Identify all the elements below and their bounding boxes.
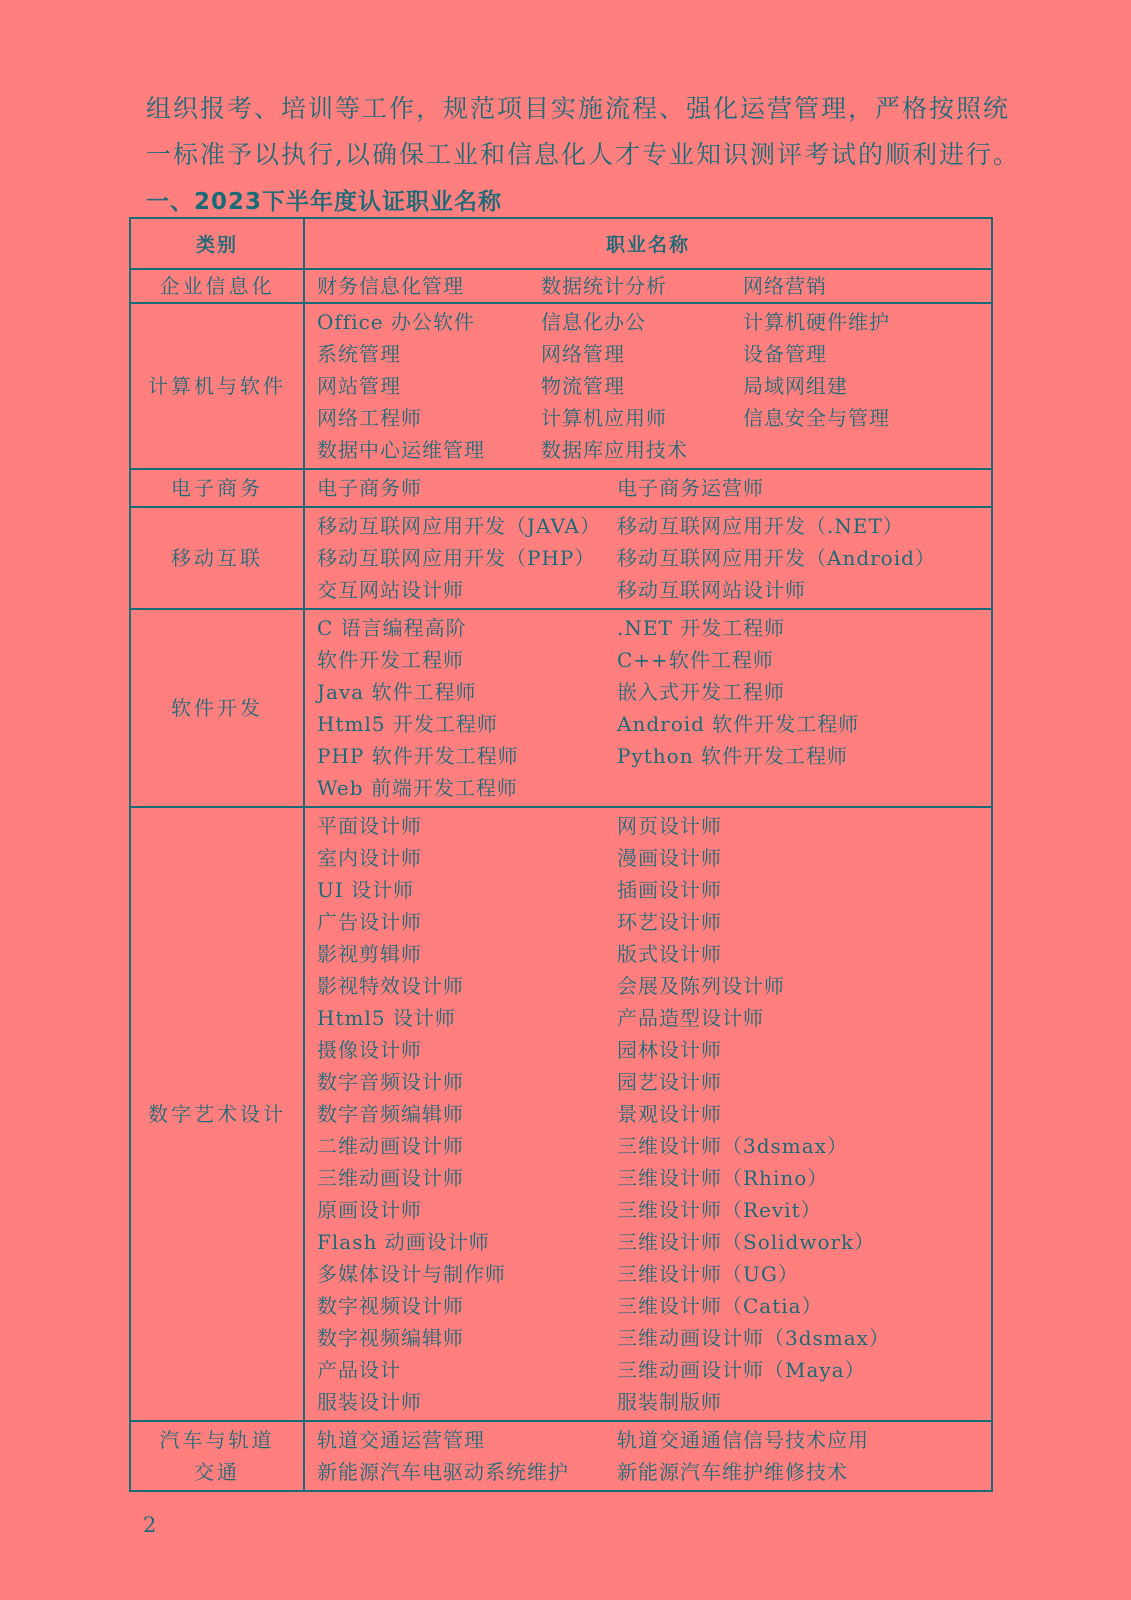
- occupation-line: [317, 338, 991, 370]
- occupation-line: [317, 644, 991, 676]
- table-row: [130, 609, 992, 807]
- occupation-line: [317, 1098, 991, 1130]
- occupation-name: [617, 772, 991, 804]
- table-row: [130, 269, 992, 303]
- occupation-name: 数据库应用技术: [541, 438, 688, 462]
- paragraph-line: 组织报考、培训等工作，规范项目实施流程、强化运营管理，严格按照统: [146, 94, 1011, 123]
- occupation-line: [317, 1130, 991, 1162]
- occupation-line: [317, 542, 991, 574]
- occupation-name: 漫画设计师: [617, 846, 722, 870]
- occupation-name: Html5 设计师: [317, 1006, 456, 1030]
- occupation-name: C 语言编程高阶: [317, 616, 467, 640]
- category-line: 汽车与轨道: [159, 1428, 275, 1452]
- occupation-name: 计算机硬件维护: [743, 310, 890, 334]
- occupation-name: 三维设计师（Revit）: [617, 1198, 822, 1222]
- occupation-name: 网页设计师: [617, 814, 722, 838]
- occupation-table: [129, 217, 993, 1492]
- occupation-name: 设备管理: [743, 342, 827, 366]
- category-cell: 软件开发: [130, 609, 304, 807]
- occupation-name: 景观设计师: [617, 1102, 722, 1126]
- occupation-name: Java 软件工程师: [317, 680, 477, 704]
- table-row: [130, 303, 992, 469]
- occupation-name: C++软件工程师: [617, 648, 774, 672]
- occupation-line: [317, 708, 991, 740]
- category-cell: 企业信息化: [130, 269, 304, 303]
- table-row: [130, 1421, 992, 1491]
- occupation-line: [317, 510, 991, 542]
- occupation-line: [317, 1386, 991, 1418]
- occupation-line: [317, 1322, 991, 1354]
- occupation-name: Android 软件开发工程师: [617, 712, 860, 736]
- occupation-name: 三维动画设计师（Maya）: [617, 1358, 866, 1382]
- occupation-name: 三维动画设计师（3dsmax）: [617, 1326, 890, 1350]
- occupation-line: [317, 370, 991, 402]
- occupation-line: [317, 874, 991, 906]
- occupation-name: Office 办公软件: [317, 310, 475, 334]
- occupation-name: 计算机应用师: [541, 406, 667, 430]
- occupation-line: [317, 472, 991, 504]
- occupation-line: [317, 772, 991, 804]
- occupation-name: 嵌入式开发工程师: [617, 680, 785, 704]
- category-cell: 移动互联: [130, 507, 304, 609]
- occupation-name: 三维设计师（Catia）: [617, 1294, 823, 1318]
- occupation-name: 移动互联网站设计师: [617, 578, 806, 602]
- occupation-line: [317, 906, 991, 938]
- occupation-name: 电子商务师: [317, 476, 422, 500]
- occupation-name: [743, 434, 991, 466]
- occupation-name: 局域网组建: [743, 374, 848, 398]
- table-body: [130, 269, 992, 1491]
- occupation-cell: [304, 269, 992, 303]
- occupation-name: 园林设计师: [617, 1038, 722, 1062]
- occupation-name: 新能源汽车电驱动系统维护: [317, 1460, 569, 1484]
- occupation-name: 移动互联网应用开发（JAVA）: [317, 514, 601, 538]
- category-cell: 电子商务: [130, 469, 304, 507]
- occupation-name: 数字视频编辑师: [317, 1326, 464, 1350]
- occupation-line: [317, 1226, 991, 1258]
- occupation-line: [317, 740, 991, 772]
- occupation-name: 网络工程师: [317, 406, 422, 430]
- occupation-name: .NET 开发工程师: [617, 616, 786, 640]
- occupation-name: 多媒体设计与制作师: [317, 1262, 506, 1286]
- occupation-name: 三维设计师（Solidwork）: [617, 1230, 876, 1254]
- paragraph-line: 一标准予以执行,以确保工业和信息化人才专业知识测评考试的顺利进行。: [146, 140, 1020, 169]
- occupation-name: 平面设计师: [317, 814, 422, 838]
- section-heading: 一、2023下半年度认证职业名称: [146, 189, 503, 215]
- occupation-line: [317, 306, 991, 338]
- header-occupation: 职业名称: [304, 218, 992, 269]
- occupation-line: [317, 1034, 991, 1066]
- occupation-name: 网站管理: [317, 374, 401, 398]
- page-number: 2: [143, 1513, 157, 1537]
- table-row: [130, 807, 992, 1421]
- occupation-line: [317, 1258, 991, 1290]
- occupation-name: 服装设计师: [317, 1390, 422, 1414]
- occupation-name: 软件开发工程师: [317, 648, 464, 672]
- occupation-name: 移动互联网应用开发（Android）: [617, 546, 936, 570]
- occupation-name: 影视特效设计师: [317, 974, 464, 998]
- occupation-line: [317, 810, 991, 842]
- occupation-line: [317, 970, 991, 1002]
- category-cell: [130, 1421, 304, 1491]
- category-cell: 计算机与软件: [130, 303, 304, 469]
- header-category: 类别: [130, 218, 304, 269]
- occupation-name: 产品设计: [317, 1358, 401, 1382]
- occupation-line: [317, 1194, 991, 1226]
- occupation-name: 三维设计师（Rhino）: [617, 1166, 829, 1190]
- occupation-line: [317, 612, 991, 644]
- occupation-name: 摄像设计师: [317, 1038, 422, 1062]
- occupation-name: 环艺设计师: [617, 910, 722, 934]
- occupation-cell: [304, 303, 992, 469]
- occupation-name: 网络营销: [743, 274, 827, 298]
- occupation-name: UI 设计师: [317, 878, 415, 902]
- occupation-line: [317, 1456, 991, 1488]
- occupation-line: [317, 1002, 991, 1034]
- occupation-name: Flash 动画设计师: [317, 1230, 490, 1254]
- occupation-line: [317, 272, 991, 300]
- occupation-name: Web 前端开发工程师: [317, 776, 518, 800]
- intro-paragraph: [146, 86, 1020, 178]
- occupation-name: 财务信息化管理: [317, 274, 464, 298]
- occupation-line: [317, 842, 991, 874]
- occupation-line: [317, 574, 991, 606]
- occupation-name: 轨道交通通信信号技术应用: [617, 1428, 869, 1452]
- occupation-cell: [304, 469, 992, 507]
- occupation-name: 产品造型设计师: [617, 1006, 764, 1030]
- occupation-name: 插画设计师: [617, 878, 722, 902]
- category-line: 交通: [194, 1460, 240, 1484]
- category-cell: 数字艺术设计: [130, 807, 304, 1421]
- occupation-name: 信息化办公: [541, 310, 646, 334]
- occupation-name: 室内设计师: [317, 846, 422, 870]
- occupation-name: 电子商务运营师: [617, 476, 764, 500]
- occupation-line: [317, 402, 991, 434]
- occupation-name: 数字音频设计师: [317, 1070, 464, 1094]
- occupation-name: 原画设计师: [317, 1198, 422, 1222]
- occupation-name: 轨道交通运营管理: [317, 1428, 485, 1452]
- occupation-name: 交互网站设计师: [317, 578, 464, 602]
- occupation-name: 三维动画设计师: [317, 1166, 464, 1190]
- occupation-name: 系统管理: [317, 342, 401, 366]
- occupation-line: [317, 1354, 991, 1386]
- occupation-cell: [304, 807, 992, 1421]
- occupation-cell: [304, 1421, 992, 1491]
- table-row: [130, 469, 992, 507]
- occupation-name: 物流管理: [541, 374, 625, 398]
- occupation-line: [317, 1290, 991, 1322]
- occupation-line: [317, 434, 991, 466]
- occupation-name: 数据统计分析: [541, 274, 667, 298]
- occupation-name: 数字视频设计师: [317, 1294, 464, 1318]
- occupation-name: 影视剪辑师: [317, 942, 422, 966]
- occupation-name: 移动互联网应用开发（.NET）: [617, 514, 904, 538]
- occupation-line: [317, 1066, 991, 1098]
- occupation-line: [317, 938, 991, 970]
- occupation-name: Python 软件开发工程师: [617, 744, 848, 768]
- occupation-name: 会展及陈列设计师: [617, 974, 785, 998]
- occupation-line: [317, 676, 991, 708]
- occupation-name: 三维设计师（UG）: [617, 1262, 799, 1286]
- occupation-name: 移动互联网应用开发（PHP）: [317, 546, 596, 570]
- occupation-name: Html5 开发工程师: [317, 712, 498, 736]
- occupation-line: [317, 1162, 991, 1194]
- occupation-name: 三维设计师（3dsmax）: [617, 1134, 848, 1158]
- table-row: [130, 507, 992, 609]
- occupation-name: 数字音频编辑师: [317, 1102, 464, 1126]
- occupation-name: 二维动画设计师: [317, 1134, 464, 1158]
- occupation-name: 数据中心运维管理: [317, 438, 485, 462]
- occupation-line: [317, 1424, 991, 1456]
- occupation-name: PHP 软件开发工程师: [317, 744, 519, 768]
- occupation-name: 服装制版师: [617, 1390, 722, 1414]
- occupation-name: 园艺设计师: [617, 1070, 722, 1094]
- occupation-name: 版式设计师: [617, 942, 722, 966]
- table-header-row: [130, 218, 992, 269]
- occupation-name: 网络管理: [541, 342, 625, 366]
- occupation-cell: [304, 507, 992, 609]
- occupation-name: 信息安全与管理: [743, 406, 890, 430]
- occupation-name: 广告设计师: [317, 910, 422, 934]
- occupation-cell: [304, 609, 992, 807]
- occupation-name: 新能源汽车维护维修技术: [617, 1460, 848, 1484]
